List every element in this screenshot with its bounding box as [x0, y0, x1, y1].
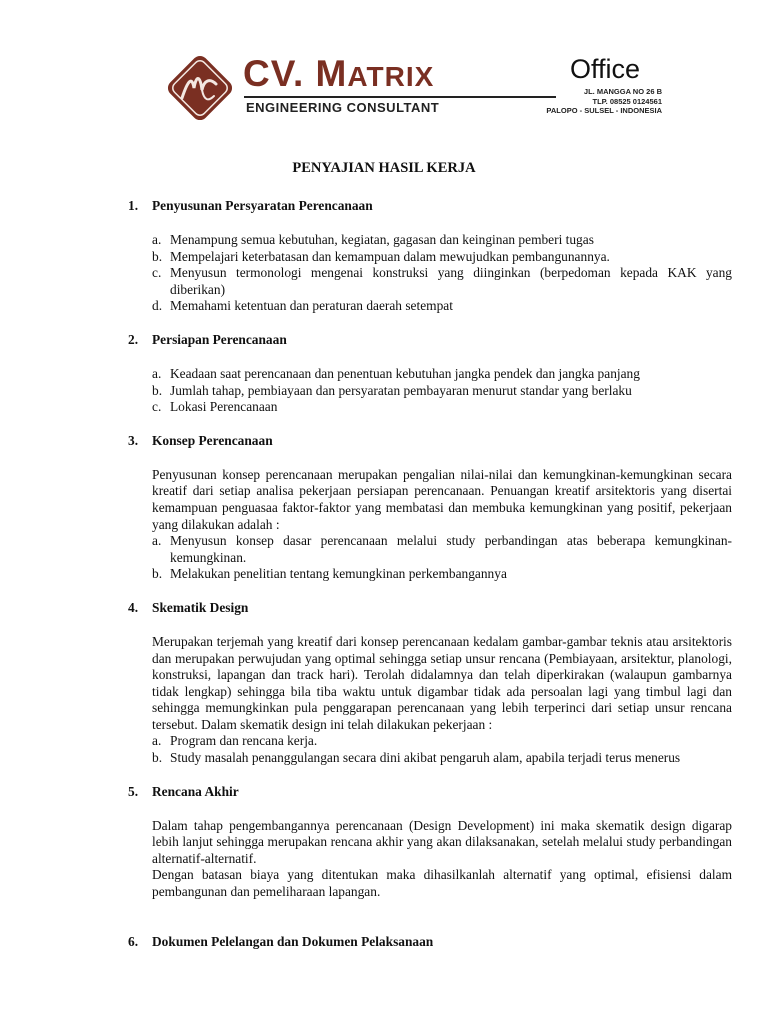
section-paragraph: Dalam tahap pengembangannya perencanaan (Design Development) ini maka skematik design digarap lebih lanjut sehingga merupakan rencana akhir yang akan dilaksanakan, setelah melalui study perbandingan alternatif-alternatif.	[152, 817, 732, 866]
section-list	[152, 533, 732, 583]
section-heading: 2. Persiapan Perencanaan	[128, 331, 287, 347]
list-item: b. Melakukan penelitian tentang kemungkinan perkembangannya	[152, 566, 507, 582]
header-rule	[244, 96, 556, 98]
section-heading: 6. Dokumen Pelelangan dan Dokumen Pelaksanaan	[128, 933, 434, 949]
list-item: d. Memahami ketentuan dan peraturan daerah setempat	[152, 298, 453, 314]
brand-name: CV. MATRIX	[243, 53, 435, 94]
section-heading: 4. Skematik Design	[128, 599, 249, 615]
office-label: Office	[570, 54, 641, 84]
section-list	[152, 366, 732, 416]
section-6	[128, 934, 732, 951]
document-title: PENYAJIAN HASIL KERJA	[292, 160, 476, 176]
list-item: b. Mempelajari keterbatasan dan kemampuan dalam mewujudkan pembangunannya.	[152, 248, 610, 264]
list-item: a. Keadaan saat perencanaan dan penentuan kebutuhan jangka pendek dan jangka panjang	[152, 365, 640, 381]
section-1	[128, 198, 732, 315]
section-list	[152, 733, 732, 766]
section-heading: 3. Konsep Perencanaan	[128, 432, 273, 448]
list-item: a. Program dan rencana kerja.	[152, 733, 318, 749]
list-item: a. Menampung semua kebutuhan, kegiatan, gagasan dan keinginan pemberi tugas	[152, 232, 594, 247]
list-item: c. Lokasi Perencanaan	[152, 399, 278, 415]
section-paragraph: Penyusunan konsep perencanaan merupakan pengalian nilai-nilai dan kemungkinan-kemungkinan secara kreatif dari setiap analisa pekerjaan persiapan perencanaan. Penuangan kreatif arsitektoris yang disertai kemampuan penguasaa faktor-faktor yang membatasi dan membuka kemungkinan yang positif, pekerjaan yang dilakukan adalah :	[152, 466, 732, 532]
letterhead	[162, 50, 672, 132]
section-5	[128, 784, 732, 901]
section-2	[128, 332, 732, 416]
list-item: a. Menyusun konsep dasar perencanaan melalui study perbandingan atas beberapa kemungkinan-kemungkinan.	[152, 533, 732, 565]
section-paragraph: Merupakan terjemah yang kreatif dari konsep perencanaan kedalam gambar-gambar teknis atau arsitektoris dan merupakan perwujudan yang optimal sehingga setiap unsur rencana (Pembiayaan, arsitektur, planologi, konstruksi, lapangan dan track hari). Terolah didalamnya dan telah diperkirakan (walaupun gambarnya tidak lengkap) sehingga bila tiba waktu untuk digambar tidak ada persoalan lagi yang timbul lagi dan sehingga memungkinkan pula penggarapan perencanaan yang lebih terperinci dari setiap unsur rencana tersebut. Dalam skematik design ini telah dilakukan pekerjaan :	[152, 633, 732, 732]
list-item: b. Study masalah penanggulangan secara dini akibat pengaruh alam, apabila terjadi terus menerus	[152, 750, 681, 766]
section-4	[128, 600, 732, 767]
section-heading: 1. Penyusunan Persyaratan Perencanaan	[128, 198, 373, 213]
company-logo-icon	[162, 50, 238, 126]
list-item: b. Jumlah tahap, pembiayaan dan persyaratan pembayaran menurut standar yang berlaku	[152, 382, 632, 398]
section-paragraph: Dengan batasan biaya yang ditentukan maka dihasilkanlah alternatif yang optimal, efisiensi dalam pembangunan dan pemeliharaan lapangan.	[152, 867, 732, 900]
office-address: JL. MANGGA NO 26 B TLP. 08525 0124561 PALOPO - SULSEL - INDONESIA	[546, 87, 662, 115]
brand-tagline: ENGINEERING CONSULTANT	[246, 100, 440, 115]
list-item: c. Menyusun termonologi mengenai konstruksi yang diinginkan (berpedoman kepada KAK yang diberikan)	[152, 265, 732, 297]
section-list	[152, 232, 732, 315]
document-body	[128, 190, 732, 951]
section-heading: 5. Rencana Akhir	[128, 783, 239, 799]
section-3	[128, 433, 732, 583]
